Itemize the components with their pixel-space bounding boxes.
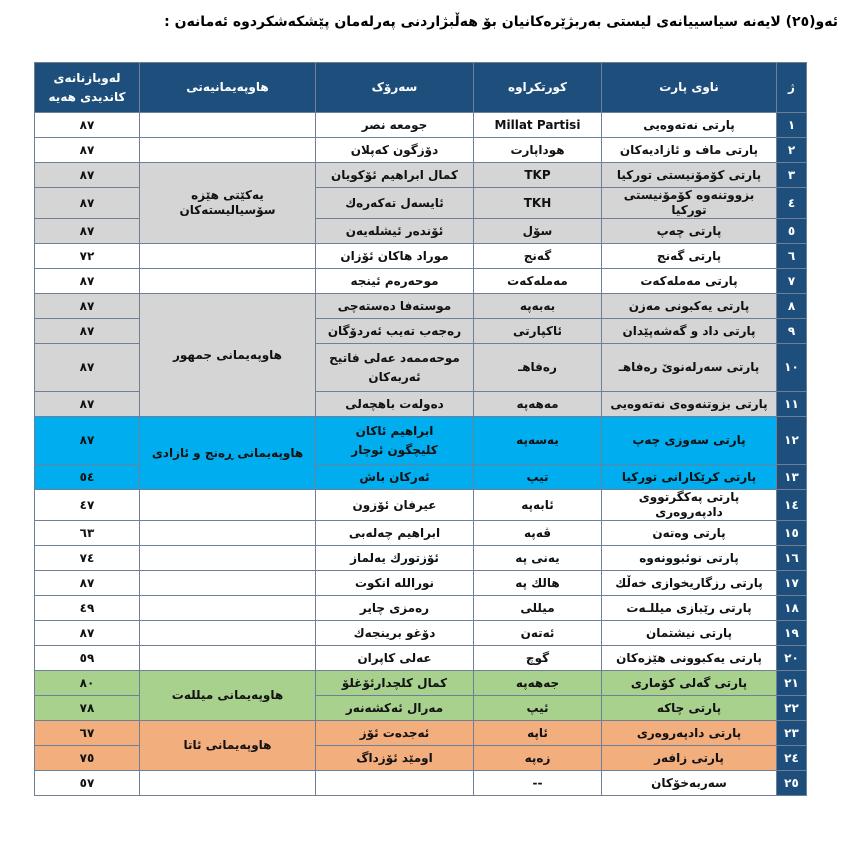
- alliance-cell: یەکێتی هێزە سۆسیالیستەکان: [140, 163, 316, 244]
- table-row: [35, 621, 807, 646]
- alliance-cell: هاوپەیمانی ئاتا: [140, 721, 316, 771]
- party-leader: ئەجدەت ئۆز: [316, 721, 474, 746]
- party-abbr: جەهەپە: [474, 671, 602, 696]
- party-leader: مەرال ئەکشەنەر: [316, 696, 474, 721]
- candidates-count: ٨٧: [35, 163, 140, 188]
- party-abbr: زەپە: [474, 746, 602, 771]
- candidates-count: ٨٧: [35, 269, 140, 294]
- party-leader: رەجەب تەیب ئەردۆگان: [316, 319, 474, 344]
- header-abbr: کورتکراوە: [474, 63, 602, 113]
- alliance-cell: [140, 269, 316, 294]
- party-abbr: مەهەپە: [474, 392, 602, 417]
- party-abbr: تیپ: [474, 465, 602, 490]
- party-name: پارتی کرێکارانی تورکیا: [602, 465, 777, 490]
- row-num: ٥: [777, 219, 807, 244]
- party-name: پارتی دادپەروەری: [602, 721, 777, 746]
- party-abbr: TKP: [474, 163, 602, 188]
- party-abbr: TKH: [474, 188, 602, 219]
- candidates-count: ٥٧: [35, 771, 140, 796]
- party-name: پارتی نیشتمان: [602, 621, 777, 646]
- party-leader: رەمزی چایر: [316, 596, 474, 621]
- table-row: [35, 417, 807, 465]
- party-name: پارتی رزگاریخوازی خەڵك: [602, 571, 777, 596]
- row-num: ٢١: [777, 671, 807, 696]
- row-num: ١١: [777, 392, 807, 417]
- party-name: پارتی زافەر: [602, 746, 777, 771]
- header-candidates: [35, 63, 140, 113]
- row-num: ٢٤: [777, 746, 807, 771]
- row-num: ٦: [777, 244, 807, 269]
- party-name: سەربەخۆکان: [602, 771, 777, 796]
- row-num: ١٨: [777, 596, 807, 621]
- party-name: پارتی بزوتنەوەی نەتەوەیی: [602, 392, 777, 417]
- table-row: [35, 596, 807, 621]
- candidates-count: ٨٧: [35, 294, 140, 319]
- table-row: [35, 521, 807, 546]
- party-abbr: رەفاهـ: [474, 344, 602, 392]
- alliance-cell: [140, 646, 316, 671]
- row-num: ١: [777, 113, 807, 138]
- party-leader: ئۆزتورك یەلماز: [316, 546, 474, 571]
- alliance-cell: هاوپەیمانی میللەت: [140, 671, 316, 721]
- party-abbr: گەنج: [474, 244, 602, 269]
- party-abbr: Millat Partisi: [474, 113, 602, 138]
- party-abbr: یەنی پە: [474, 546, 602, 571]
- alliance-cell: [140, 113, 316, 138]
- party-leader: ئایسەل تەکەرەك: [316, 188, 474, 219]
- candidates-count: ٨٧: [35, 319, 140, 344]
- candidates-count: ٨٧: [35, 188, 140, 219]
- header-party: ناوی پارت: [602, 63, 777, 113]
- row-num: ١٧: [777, 571, 807, 596]
- party-leader: موحەرەم ئینجە: [316, 269, 474, 294]
- table-row: [35, 294, 807, 319]
- party-abbr: میللی: [474, 596, 602, 621]
- party-abbr: یەسەپە: [474, 417, 602, 465]
- candidates-count: ٨٧: [35, 113, 140, 138]
- party-name: پارتی گەنج: [602, 244, 777, 269]
- candidates-count: ٦٣: [35, 521, 140, 546]
- party-name: پارتی داد و گەشەپێدان: [602, 319, 777, 344]
- party-leader: عیرفان ئۆزون: [316, 490, 474, 521]
- party-leader: کمال ابراهیم ئۆکویان: [316, 163, 474, 188]
- party-leader: [316, 771, 474, 796]
- party-leader-line2: کلیچگون ئوچار: [351, 442, 438, 457]
- candidates-count: ٨٧: [35, 344, 140, 392]
- candidates-count: ٥٩: [35, 646, 140, 671]
- alliance-cell: [140, 521, 316, 546]
- party-name: پارتی ماف و ئازادیەکان: [602, 138, 777, 163]
- party-name: پارتی سەرلەنوێ رەفاهـ: [602, 344, 777, 392]
- party-abbr: سۆل: [474, 219, 602, 244]
- page-title: ئەو(٢٥) لایەنە سیاسییانەی لیستی بەربژێرەکانیان بۆ هەڵبژاردنی پەرلەمان پێشکەشکردوە ئەمانەن :: [164, 14, 838, 30]
- alliance-cell: [140, 546, 316, 571]
- candidates-count: ٥٤: [35, 465, 140, 490]
- alliance-cell: [140, 138, 316, 163]
- party-leader: [316, 417, 474, 465]
- alliance-cell: [140, 490, 316, 521]
- candidates-count: ٨٧: [35, 392, 140, 417]
- table-row: [35, 113, 807, 138]
- party-abbr: ئەتەن: [474, 621, 602, 646]
- row-num: ٢٣: [777, 721, 807, 746]
- party-abbr: ئابەپە: [474, 490, 602, 521]
- table-row: [35, 138, 807, 163]
- party-leader-line2: ئەربەکان: [368, 369, 421, 384]
- parties-table: [34, 62, 807, 796]
- party-leader: ئۆندەر ئیشلەیەن: [316, 219, 474, 244]
- party-leader: ئەرکان باش: [316, 465, 474, 490]
- party-leader-line1: موحەممەد عەلی فاتیح: [329, 350, 460, 365]
- alliance-cell: [140, 596, 316, 621]
- party-abbr: ڤەپە: [474, 521, 602, 546]
- alliance-cell: هاوپەیمانی جمهور: [140, 294, 316, 417]
- party-leader: دۆزگون کەپلان: [316, 138, 474, 163]
- candidates-count: ٨٧: [35, 417, 140, 465]
- party-abbr: ئیپ: [474, 696, 602, 721]
- party-name: پارتی مەملەکەت: [602, 269, 777, 294]
- table-row: [35, 571, 807, 596]
- row-num: ٤: [777, 188, 807, 219]
- row-num: ١٩: [777, 621, 807, 646]
- party-leader: کمال کلچدارئۆغلۆ: [316, 671, 474, 696]
- alliance-cell: [140, 621, 316, 646]
- party-leader: ابراهیم چەلەبی: [316, 521, 474, 546]
- party-abbr: --: [474, 771, 602, 796]
- party-name: پارتی نوئبوونەوە: [602, 546, 777, 571]
- party-name: پارتی رێبازی میللـەت: [602, 596, 777, 621]
- party-abbr: ئاکپارتی: [474, 319, 602, 344]
- party-name: پارتی پەکگرتووی دادپەروەری: [602, 490, 777, 521]
- row-num: ٣: [777, 163, 807, 188]
- table-row: [35, 244, 807, 269]
- row-num: ١٦: [777, 546, 807, 571]
- candidates-count: ٨٠: [35, 671, 140, 696]
- candidates-count: ٨٧: [35, 219, 140, 244]
- party-name: پارتی چاکە: [602, 696, 777, 721]
- row-num: ١٢: [777, 417, 807, 465]
- header-num: ژ: [777, 63, 807, 113]
- party-leader: نورالله انكوت: [316, 571, 474, 596]
- candidates-count: ٤٧: [35, 490, 140, 521]
- party-abbr: مەملەکەت: [474, 269, 602, 294]
- party-leader: موستەفا دەستەچی: [316, 294, 474, 319]
- table-row: [35, 490, 807, 521]
- party-leader: موراد هاکان ئۆزان: [316, 244, 474, 269]
- table-row: [35, 163, 807, 188]
- party-name: پارتی گەلی کۆماری: [602, 671, 777, 696]
- party-name: پارتی چەپ: [602, 219, 777, 244]
- row-num: ١٠: [777, 344, 807, 392]
- party-leader-line1: ابراهیم ئاکان: [355, 423, 434, 438]
- alliance-cell: [140, 571, 316, 596]
- alliance-cell: هاوپەیمانی ڕەنج و ئازادی: [140, 417, 316, 490]
- candidates-count: ٧٨: [35, 696, 140, 721]
- row-num: ٢: [777, 138, 807, 163]
- table-header-row: [35, 63, 807, 113]
- table-row: [35, 546, 807, 571]
- header-leader: سەرۆک: [316, 63, 474, 113]
- table-row: [35, 269, 807, 294]
- party-leader: عەلی کاپران: [316, 646, 474, 671]
- candidates-count: ٧٤: [35, 546, 140, 571]
- party-name: پارتی وەتەن: [602, 521, 777, 546]
- candidates-count: ٨٧: [35, 138, 140, 163]
- candidates-count: ٨٧: [35, 571, 140, 596]
- party-name: پارتی نەتەوەیی: [602, 113, 777, 138]
- party-leader: جومعە نصر: [316, 113, 474, 138]
- candidates-count: ٧٥: [35, 746, 140, 771]
- row-num: ٢٢: [777, 696, 807, 721]
- party-leader: اومێد ئۆزداگ: [316, 746, 474, 771]
- candidates-count: ٧٢: [35, 244, 140, 269]
- party-abbr: گوچ: [474, 646, 602, 671]
- alliance-cell: [140, 244, 316, 269]
- candidates-count: ٤٩: [35, 596, 140, 621]
- party-name: پارتی یەکبوونی هێزەکان: [602, 646, 777, 671]
- party-abbr: هوداپارت: [474, 138, 602, 163]
- party-name: پارتی سەوزی چەپ: [602, 417, 777, 465]
- table-row: [35, 671, 807, 696]
- row-num: ١٤: [777, 490, 807, 521]
- row-num: ٢٥: [777, 771, 807, 796]
- candidates-count: ٨٧: [35, 621, 140, 646]
- party-name: پارتی کۆمۆنیستی تورکیا: [602, 163, 777, 188]
- row-num: ٧: [777, 269, 807, 294]
- party-abbr: بەبەپە: [474, 294, 602, 319]
- row-num: ٢٠: [777, 646, 807, 671]
- table-row: [35, 646, 807, 671]
- header-candidates-line2: کاندیدی هەیە: [48, 89, 126, 104]
- party-name: بزووتنەوە کۆمۆنیستی تورکیا: [602, 188, 777, 219]
- party-abbr: هالك پە: [474, 571, 602, 596]
- party-leader: دەولەت باهچەلی: [316, 392, 474, 417]
- party-name: پارتی یەکبونی مەزن: [602, 294, 777, 319]
- row-num: ١٣: [777, 465, 807, 490]
- row-num: ٩: [777, 319, 807, 344]
- alliance-cell: [140, 771, 316, 796]
- header-candidates-line1: لەوبازنانەی: [53, 70, 121, 85]
- header-alliance: هاوپەیمانیەتی: [140, 63, 316, 113]
- row-num: ١٥: [777, 521, 807, 546]
- party-abbr: ئاپە: [474, 721, 602, 746]
- party-leader: [316, 344, 474, 392]
- party-leader: دۆغو برینجەك: [316, 621, 474, 646]
- candidates-count: ٦٧: [35, 721, 140, 746]
- table-row: [35, 771, 807, 796]
- table-row: [35, 721, 807, 746]
- row-num: ٨: [777, 294, 807, 319]
